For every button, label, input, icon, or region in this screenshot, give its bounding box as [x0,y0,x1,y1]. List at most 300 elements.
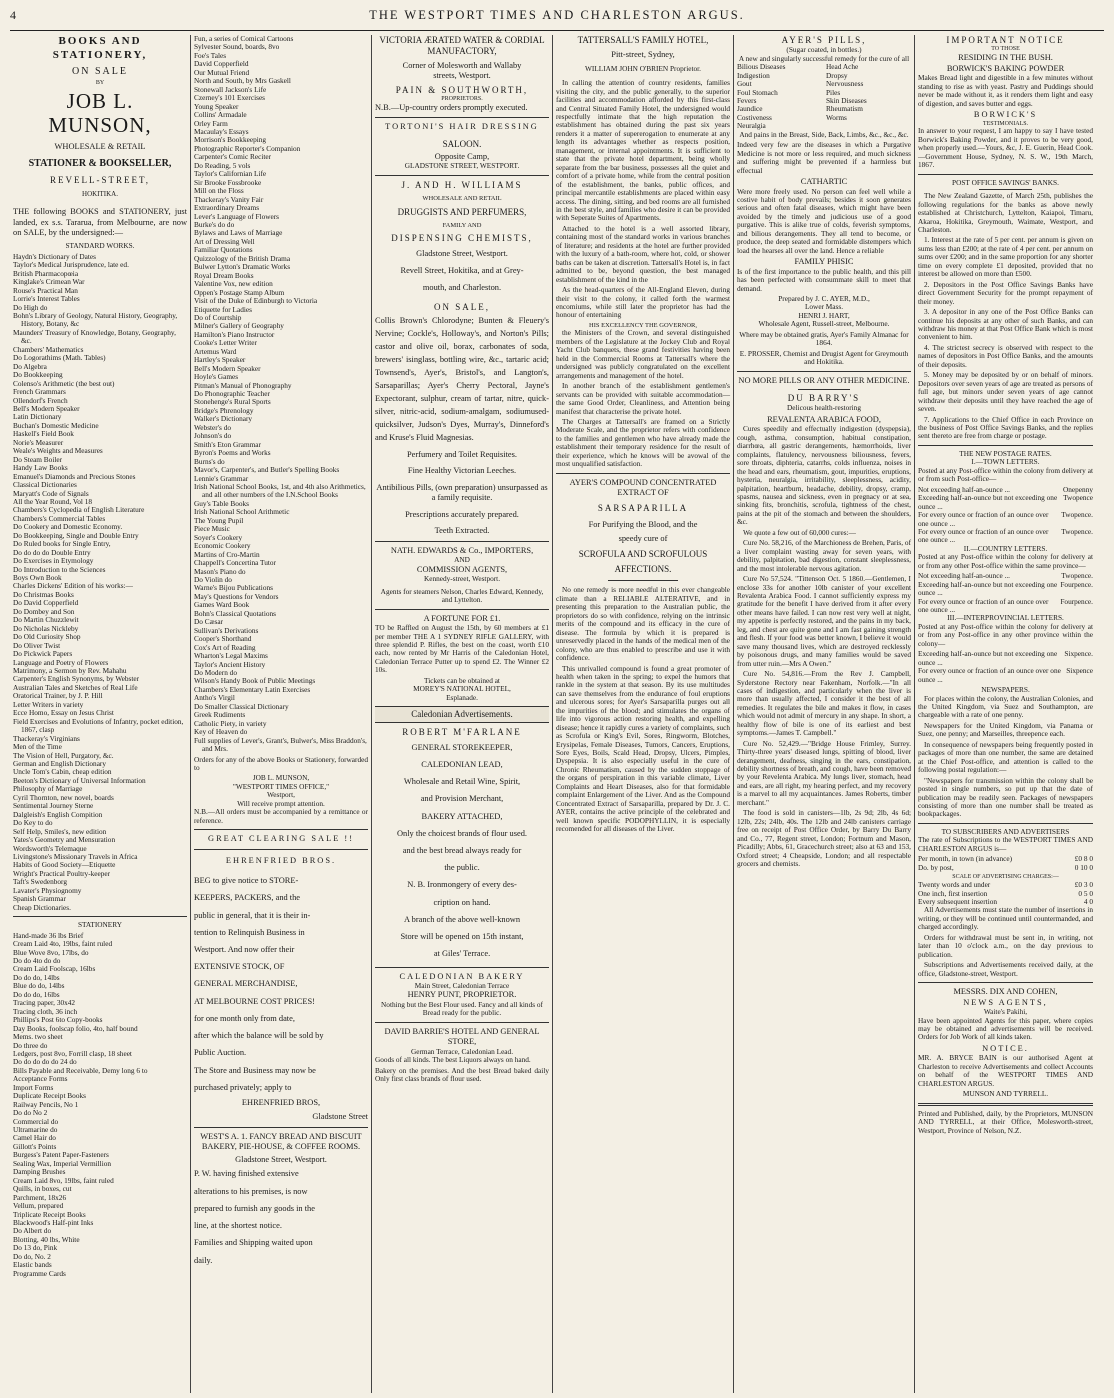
barrie-body: Goods of all kinds. The best Liquors always on hand. [375,1055,531,1065]
list-item: Rouse's Practical Man [13,285,78,295]
nomore-heading: NO MORE PILLS OR ANY OTHER MEDICINE. [738,375,910,385]
hart: HENRI J. HART, [798,310,850,320]
list-item: Buchan's Domestic Medicine [13,420,99,430]
text-line: Westport. And now offer their [194,945,295,955]
psb-heading: POST OFFICE SAVINGS' BANKS. [952,177,1059,187]
list-item: Chambers's Cyclopedia of English Literature [13,505,145,515]
munson-name: JOB L. MUNSON, [48,88,152,138]
fortune-place: Esplanade. [446,692,478,702]
text-line: after which the balance will be sold by [194,1031,324,1041]
tatt-heading: TATTERSALL'S FAMILY HOTEL, [577,35,709,45]
mfarlane-heading: ROBERT M'FARLANE [402,727,522,738]
list-item: Acceptance Forms [13,1074,68,1084]
bakery-body [194,1165,368,1268]
paragraph: The Charges at Tattersall's are framed on a Strictly Moderate Scale, and the proprietor refers with confidence to the families and gentlemen who have already made the establishment their temporary residence for the result of their experience, which he knows will be avowal of the most unqualified satisfaction. [556,416,730,469]
standard-works-list [13,253,187,912]
newspaper-title: THE WESTPORT TIMES AND CHARLESTON ARGUS. [369,8,745,22]
list-item: Self Help, Smiles's, new edition [13,826,107,836]
subs-rates [918,855,1093,872]
list-item: Latin Dictionary [13,412,62,422]
list-item: Thackeray's Virginians [13,733,80,743]
list-item: Mavor's, Carpenter's, and Butler's Spelling Books [194,465,340,475]
list-item: Do Albert do [13,1226,52,1236]
list-item: Blue do do, 14lbs [13,981,65,991]
rate-label: Exceeding half-an-ounce but not exceeding one ounce ... [918,579,1058,598]
list-item: Oppen's Postage Stamp Album [194,287,285,297]
list-item: Livingstone's Missionary Travels in Africa [13,851,138,861]
list-item: Parchment, 18x26 [13,1192,67,1202]
dix-heading: MESSRS. DIX AND COHEN, [953,987,1058,997]
dubarry-body [737,425,911,868]
rate-value: £0 3 0 [1074,880,1093,890]
list-item: Letter Writers in variety [13,699,84,709]
list-item: Do Oliver Twist [13,640,61,650]
victoria-owners: PAIN & SOUTHWORTH, [395,84,529,95]
list-item: Chambers' Mathematics [13,344,84,354]
list-item: Blue Wove 8vo, 17lbs, do [13,947,89,957]
victoria-addr2: streets, Westport. [433,71,491,80]
column-3 [372,35,553,1393]
testimonials-heading: TESTIMONIALS. [982,120,1029,127]
rate-row [918,598,1093,615]
rate-row [918,650,1093,667]
list-item: Yates's Geometry and Mensuration [13,835,116,845]
williams-trade: WHOLESALE AND RETAIL [422,195,502,203]
important-bush: RESIDING IN THE BUSH. [958,53,1053,63]
ailments-grid [737,63,911,131]
list-item: Do Bookkeeping [13,370,63,380]
by-label: BY [95,80,105,86]
text-line: BAKERY ATTACHED, [421,811,503,821]
pills-sub: (Sugar coated, in bottles.) [786,45,862,55]
text-line: cription on hand. [433,897,491,907]
text-line: and the best bread always ready for [402,845,522,855]
list-item: Bylaws and Laws of Marriage [194,228,283,238]
list-item: Do do do do do 24 do [13,1057,77,1067]
paragraph: This unrivalled compound is found a great promoter of health when taken in the spring; to expel the humors that rankle in the system at that season. By its use multitudes can save themselves from the endurance of foul eruptions and ulcerous sores; for Ayer's Sarsaparilla purges out all the impurities of the blood; and stimulates the organs of life into vigorous action restoring health, and expelling disease; hence it rapidly cures a variety of complaints, such as Scrofula or King's Evil, Sores, Ringworm, Blotches, Erysipelas, Female Diseases, Tumors, Cancers, Eruptions, Sore Eyes, Boils, Scald Head, Dropsy, Ulcers, Pimples, Dyspepsia. It is also especially useful in the cure of Chronic Rheumatism, caused by the sudden stoppage of the organs of perspiration in this variable climate, Liver Complaints and Heart Diseases, also for that formidable complaint Enlargement of the Liver. And as the Compound Concentrated Extract of Sarsaparilla, prepared by Dr. J. C. AYER, contains the active principle of the celebrated and well known specific PODOPHYLLIN, it is especially recomended for all diseases of the Liver. [556,663,730,834]
text-line: Only the choicest brands of flour used. [396,828,527,838]
list-item: Hoyle's Games [194,372,239,382]
text-line: A branch of the above well-known [403,914,521,924]
list-item: Boys Own Book [13,573,62,583]
orders-office: "WESTPORT TIMES OFFICE," [232,781,330,791]
rate-label: Exceeding half-an-ounce but not exceeding one ounce ... [918,649,1058,667]
list-item: Familiar Quotations [194,245,253,255]
text-line: KEEPERS, PACKERS, and the [194,893,301,903]
text-line: line, at the shortest notice. [194,1221,282,1231]
barrie-addr: German Terrace, Caledonian Lead. [410,1046,514,1056]
sale-sign: EHRENFRIED BROS, [241,1097,321,1107]
list-item: Colenso's Arithmetic (the best out) [13,378,115,388]
list-item: Cheap Dictionaries. [13,902,71,912]
where: Where may be obtained gratis, Ayer's Family Almanac for 1864. [739,329,909,348]
bakery-heading: WEST'S A. 1. FANCY BREAD AND BISCUIT BAKERY, PIE-HOUSE, & COFFEE ROOMS. [200,1131,362,1152]
ailments-right [826,63,911,131]
text-line: at Giles' Terrace. [433,949,491,959]
column-2 [191,35,372,1393]
list-item: Gillott's Points [13,1141,57,1151]
list-item: Philosophy of Marriage [13,784,83,794]
list-item: Mill on the Floss [194,186,244,196]
pills-intro: A new and singularly successful remedy for the cure of all [738,53,910,63]
town-letters: I.—TOWN LETTERS. [971,457,1040,467]
rate-value: Fourpence. [1060,579,1093,589]
list-item: Bulwer Lytton's Dramatic Works [194,262,291,272]
list-item: Bills Payable and Receivable, Demy long 6 to [13,1065,148,1075]
list-item: Visit of the Duke of Edinburgh to Victoria [194,296,318,306]
rate-label: For every ounce or fraction of an ounce over one ounce ... [918,666,1061,684]
prescriptions: Prescriptions accurately prepared. [405,509,519,519]
sale-place: Gladstone Street [312,1112,368,1122]
munson-trade1: WHOLESALE & RETAIL [54,142,146,152]
sale-body [194,872,368,1096]
list-item: Do Phonographic Teacher [194,389,270,399]
onsale-body: Collis Brown's Chlorodyne; Bunten & Fleuery's Nervine; Cockle's, Holloway's, and Norton's Pills; castor and olive oil, borax, carbonates of soda, brewers' isinglass, bottling wire, &c., tartaric acid; Townsend's, Ayer's, Bristol's, and Langton's, Sarsaparillas; Ayer's Cherry Pectoral, Jayne's Expectorant, sulphur, cream of tartar, nitre, quick-silver, nitric-acid, sodium-amalgam, sodiumused-quicksilver, Judson's Dyes, Murray's, Dinneford's and Kruse's Fluid Magnesias. [375,315,549,442]
pills-body: Indeed very few are the diseases in which a Purgative Medicine is not more or less required, and much sickness and suffering might be prevented if a harmless but effectual [737,140,911,175]
newspapers-body [918,695,1093,819]
column-4 [553,35,734,1393]
list-item: The Young Pupil [194,515,244,525]
list-item: Do Steam Boiler [13,454,63,464]
list-item: Beeton's Dictionary of Universal Information [13,775,146,785]
list-item: Bohn's Library of Geology, Natural History, Geography, History, Botany, &c [13,310,178,329]
list-item: Taylor's Medical Jurisprudence, late ed. [13,260,129,270]
list-item: May's Questions for Vendors [194,591,279,601]
ayer-comp-aff: AFFECTIONS. [614,564,672,575]
text-line: BEG to give notice to STORE- [194,876,299,886]
dix-body: Have been appointed Agents for this paper, where copies may be obtained and advertisements will be received. Orders for Job Work of all kinds taken. [918,1015,1093,1042]
more-books-list [194,35,368,754]
list-item: Stonehenge's Rural Sports [194,397,271,407]
paragraph: Attached to the hotel is a well assorted library, containing most of the standard works in various branches of literature; and residents at the hotel are further provided with the luxury of a bath-room, where hot, cold, or shower baths can be taken at discretion. Tattersall's Hotel is, in fact admitted to be, beyond question, the best managed establishment of the kind in the [556,223,730,284]
list-item: Railway Pencils, No 1 [13,1099,79,1109]
list-item: Do Algebra [13,361,47,371]
interprov-intro: Posted at any Post-office within the colony for delivery at or from any Post-office in any other province within the colony— [918,621,1093,648]
list-item: Key of Heaven do [194,727,248,737]
list-item: Sylvester Sound, boards, 8vo [194,42,280,52]
rate-value: £0 8 0 [1074,854,1093,864]
list-item: Oratorical Trainer, by J. P. Hill [13,691,103,701]
stationery-heading: STATIONERY [77,920,122,930]
list-item: Do do 4to do do [13,955,61,965]
list-item: Carpenter's English Synonyms, by Webster [13,674,140,684]
text-line: CALEDONIAN LEAD, [421,759,503,769]
text-line: Gladstone Street, Westport. [416,248,508,258]
subs-body: The rate of Subscriptions to the WESTPORT TIMES AND CHARLESTON ARGUS is— [918,835,1093,853]
list-item: North and South, by Mrs Gaskell [194,76,291,86]
text-line: daily. [194,1255,213,1265]
list-item: Cooke's Letter Writer [194,338,257,348]
paragraph: No one remedy is more needful in this ever changeable climate than a RELIABLE ALTERATIVE, and in presenting this preparation to the Australian public, the proprietors do so with confidence, relying on the intrinsic merits of the compound and its efficacy in the cure of disease. The formula by which it is prepared is unreservedly placed in the hands of the medical men of the colony, who are thus enabled to prescribe and use it with confidence. [556,585,730,663]
list-item: Blackwood's Half-pint Inks [13,1218,94,1228]
tatt-gov: HIS EXCELLENCY THE GOVERNOR, [589,321,697,329]
caledonian-band: Caledonian Advertisements. [375,706,549,723]
list-item: Burke's do do [194,219,235,229]
list-item: Burns's do [194,456,225,466]
list-item: Milner's Gallery of Geography [194,321,284,331]
list-item: Wordsworth's Telemaque [13,843,87,853]
nath-addr: Kennedy-street, Westport. [423,574,501,584]
country-letters: II.—COUNTRY LETTERS. [963,543,1048,553]
orders-name: JOB L. MUNSON, [252,773,310,783]
list-item: Cream Laid 8vo, 19lbs, faint ruled [13,1175,114,1185]
list-item: Import Forms [13,1082,54,1092]
list-item: Fun, a series of Comical Cartoons [194,35,294,43]
list-item: Piece Music [194,524,230,534]
prosser: E. PROSSER, Chemist and Drugist Agent for Greymouth and Hokitika. [739,348,909,367]
list-item: Hand-made 36 lbs Brief [13,930,84,940]
list-item: Stonewall Jackson's Life [194,84,267,94]
list-item: Habits of Good Society—Etiquette [13,860,116,870]
text-line: Nervousness [826,79,864,89]
paragraph: In another branch of the establishment gentlemen's servants can be provided with suitable accommodation—the same Good Order, Cleanliness, and Attention being manifest that characterise the private hotel. [556,381,730,416]
paragraph: Orders for withdrawal must be sent in, in writing, not later than 10 o'clock a.m., on the day previous to publication. [918,932,1093,959]
adv-heading: SCALE OF ADVERTISING CHARGES:— [952,874,1059,881]
mfarlane-body [375,739,549,963]
list-item: Do do, No. 2 [13,1251,51,1261]
tortoni-sub: SALOON. [442,138,482,149]
paragraph: 4. The strictest secrecy is observed with respect to the names of depositors in Post Office Banks, and the amounts of their deposits. [918,342,1093,369]
munson-street: REVELL-STREET, [49,175,151,186]
paragraph: 7. Applications to the Chief Office in each Province on the business of Post Office Savings Banks, and the replies sent thereto are free from charge or postage. [918,414,1093,441]
list-item: Do 13 do, Pink [13,1243,58,1253]
teeth: Teeth Extracted. [434,526,490,536]
list-item: French Grammars [13,387,66,397]
rate-label: Do. by post, [918,862,954,872]
list-item: Chappell's Concertina Tutor [194,558,276,568]
rate-row [918,667,1093,684]
tortoni-addr: GLADSTONE STREET, WESTPORT. [404,161,520,171]
text-line: public in general, that it is their in- [194,910,311,920]
text-line: Families and Shipping waited upon [194,1238,313,1248]
list-item: Damping Brushes [13,1167,66,1177]
list-item: Morrison's Bookkeeping [194,135,267,145]
country-intro: Posted at any Post-office within the colony for delivery at or from any other Post-office within the same province— [918,552,1093,570]
books-heading: BOOKS AND STATIONERY, [52,35,148,61]
text-line: N. B. Ironmongery of every des- [407,880,517,890]
important-heading: IMPORTANT NOTICE [946,35,1065,45]
rate-label: Exceeding half-an-ounce but not exceeding one ounce ... [918,493,1058,511]
rate-label: Not exceeding half-an-ounce ... [918,484,1010,494]
rate-label: For every ounce or fraction of an ounce over one ounce ... [918,510,1049,528]
perfumery: Perfumery and Toilet Requisites. [407,449,517,459]
ayer-comp-body [556,586,730,833]
paragraph: 1. Interest at the rate of 5 per cent. per annum is given on sums less than £200; at the rate of 4 per cent. per annum on sums over £200; and in the same proportion for any shorter time on every complete £1 deposited, provided that no interest be allowed on more than £500. [918,235,1093,279]
text-line: purchased privately; apply to [194,1082,292,1092]
list-item: Dalgleish's English Compition [13,809,103,819]
list-item: Men of the Time [13,742,62,752]
munson-trade2: STATIONER & BOOKSELLER, [28,157,172,169]
rate-row [918,494,1093,511]
stationery-list [13,932,187,1279]
text-line: Revell Street, Hokitika, and at Grey- [400,265,524,275]
text-line: alterations to his premises, is now [194,1186,308,1196]
ayer-comp-for: For Purifying the Blood, and the [588,519,698,529]
prepared: Prepared by J. C. AYER, M.D., [778,294,870,304]
pills-heading: AYER'S PILLS, [781,35,867,45]
list-item: Burgess's Patent Paper-Fasteners [13,1150,109,1160]
list-item: Bell's Modern Speaker [13,403,80,413]
rate-value: Twopence [1063,493,1093,503]
cal-bakery-heading: CALEDONIAN BAKERY [399,971,525,981]
list-item: Do Dombey and Son [13,606,75,616]
rate-label: For every ounce or fraction of an ounce over one ounce ... [918,526,1049,545]
ayer-comp-cure: speedy cure of [618,534,668,544]
list-item: Extraordinary Dreams [194,203,260,213]
nath-body: Agents for steamers Nelson, Charles Edward, Kennedy, and Lyttelton. [380,586,544,605]
paragraph: Cure No. 54,816.—From the Rev J. Campbell, Syderstone Rectory near Fakenham, Norfolk.—"In all cases of indigestion, and particularly when the liver is more than usually affected, I consider it the best of all remedies. It regulates the bile and makes it flow, in cases which would not admit of mercury in any shape. In short, a healthy flow of bile is one of its earliest and best symptoms.—James T. Campbell." [737,669,911,738]
text-line: Head Ache [826,62,859,72]
list-item: Do do No 2 [13,1108,48,1118]
list-item: Do do do, 14lbs [13,972,60,982]
list-item: Ollendorf's French [13,395,68,405]
text-line: P. W. having finished extensive [194,1169,299,1179]
leeches: Fine Healthy Victorian Leeches. [407,466,517,476]
hart-addr: Wholesale Agent, Russell-street, Melbourne. [758,319,890,329]
notice-body: MR. A. BRYCE BAIN is our authorised Agent at Charleston to receive Advertisements and collect Accounts on behalf of the WESTPORT TIMES AND CHARLESTON ARGUS. [918,1053,1093,1088]
orders-prompt: Will receive prompt attention. [237,798,325,808]
list-item: Quills, in boxes, cut [13,1184,72,1194]
list-item: Ultramarine do [13,1125,58,1135]
text-line: Public Auction. [194,1048,247,1058]
list-item: Hamilton's Piano Instructor [194,329,275,339]
list-item: British Pharmacopœia [13,268,79,278]
fortune-body: TO be Raffled on August the 15th, by 60 members at £1 per member THE A 1 SYDNEY RIFLE GALLERY, with three splendid P. Rifles, the best on the coast, worth £10 each, now rented by Mr Harris of the Caledonian Hotel, Caledonian Terrace Putter up to spend £2. The Winner £2 10s. [375,623,549,675]
williams-heading: J. AND H. WILLIAMS [401,179,523,190]
rate-value: Fourpence. [1060,596,1093,606]
list-item: Blotting, 40 lbs, White [13,1234,80,1244]
list-item: Antho's Virgil [194,693,235,703]
list-item: Lennie's Grammar [194,473,249,483]
tatt-addr: Pitt-street, Sydney, [611,50,675,60]
list-item: Do three do [13,1040,48,1050]
paragraph: "Newspapers for transmission within the colony shall be posted in single numbers, so put up that the date of publication may be readily seen. Packages of newspapers consisting of more than one number shall be treated as bookpackages. [918,775,1093,819]
rates-interprov [918,650,1093,684]
list-item: Do Violin do [194,575,232,584]
page-number: 4 [10,8,18,22]
list-item: Our Mutual Friend [194,67,250,77]
list-item: Valentine Vox, new edition [194,279,273,289]
list-item: Walker's Dictionary [194,414,253,424]
paragraph: 3. A depositor in any one of the Post Office Banks can continue his deposits at any other of such Banks, and can withdraw his money at that Post Office Bank which is most convenient to him. [918,307,1093,342]
list-item: Games Ward Book [194,600,250,610]
interprov: III.—INTERPROVINCIAL LETTERS. [947,613,1064,623]
text-line: Gout [737,79,752,89]
text-line: for one month only from date, [194,1013,295,1023]
list-item: Handy Law Books [13,463,68,473]
list-item: Chambers's Commercial Tables [13,513,106,523]
rate-label: For every ounce or fraction of an ounce over one ounce ... [918,596,1049,615]
dubarry-sub: Delicous health-restoring [787,403,861,413]
list-item: Photographic Reporter's Companion [194,143,301,153]
paragraph: Cure No. 52,429.—"Bridge House Frimley, Surrey. Thirty-three years' diseased lungs, spitting of blood, liver derangement, deafness, singing in the ears, constipation, debility shortness of breath, and cough, have been removed by your Revelenta Arabica. My lungs liver, stomach, head and ears, are all right, my hearing perfect, and my recovery is a marvel to all my acquaintances. James Roberts, timber merchant." [737,738,911,807]
tortoni-opp: Opposite Camp, [434,151,490,161]
masthead [10,8,1104,31]
column-1 [10,35,191,1393]
text-line: Rheumatism [826,104,863,114]
list-item: Cyril Thornton, new novel, boards [13,792,114,802]
list-item: Uncle Tom's Cabin, cheap edition [13,767,112,777]
nath-and: AND [454,555,470,565]
ailments-left [737,63,822,131]
rate-label: Not exceeding half-an-ounce ... [918,571,1010,581]
orders-nb: N.B.—All orders must be accompanied by a remittance or reference. [194,807,368,825]
list-item: Do Bookkeeping, Single and Double Entry [13,530,139,540]
list-item: Phillips's Post 6to Copy-books [13,1015,103,1025]
text-line: Neuralgia [737,121,766,131]
munson-intro: THE following BOOKS and STATIONERY, just landed, ex s.s. Tararua, from Melbourne, are now on SALE, by the undersigned:— [13,206,187,238]
list-item: Art of Dressing Well [194,236,255,246]
list-item: Do Introduction to the Sciences [13,564,106,574]
rate-row [918,581,1093,598]
tortoni-heading: TORTONI'S HAIR DRESSING [385,122,539,132]
list-item: Wharton's Legal Maxims [194,651,268,661]
list-item: Johnson's do [194,431,232,441]
paragraph: the Ministers of the Crown, and several distinguished members of the Legislature at the Jockey Club and Royal Yacht Club banquets, these grand festivities having been held in the Commercial Rooms at Tattersall's where the undersigned was publicly congratulated on the excellent arrangements and management of the hotel. [556,328,730,380]
list-item: Etiquette for Ladies [194,304,252,314]
testimonials-body: In answer to your request, I am happy to say I have tested Borwick's Baking Powder, and it proves to be very good, when properly used.—Yours, &c, J. E. Guerin, Head Cook.—Government House, Sydney, N. S. W., 19th March, 1867. [918,126,1093,170]
list-item: Weale's Weights and Measures [13,446,103,456]
text-line: Piles [826,87,841,97]
list-item: Mems. two sheet [13,1032,63,1042]
rate-value: 0 5 0 [1078,888,1093,898]
rate-value: Twopence. [1061,571,1093,581]
list-item: Do Exercises in Etymology [13,556,94,566]
list-item: Do Pickwick Papers [13,649,73,659]
paragraph: 5. Money may be deposited by or on behalf of minors. Depositors over seven years of age are treated as persons of full age, but minors under seven years of age cannot withdraw their deposits until they have reached the age of seven. [918,370,1093,414]
rate-row [918,864,1093,872]
prepared-town: Lower Mass. [804,302,844,312]
list-item: Sentimental Journey Sterne [13,801,94,811]
on-sale-label: ON SALE [72,65,128,77]
list-item: Triplicate Receipt Books [13,1209,86,1219]
nath-comm: COMMISSION AGENTS, [416,564,508,574]
list-item: Duplicate Receipt Books [13,1091,86,1101]
paragraph: Cures speedily and effectually indigestion (dyspepsia), cough, asthma, consumption, habitual constipation, diarrhœa, all gastric derangements, hæmorrhoids, liver complaints, flatulency, nervousness biliousness, fevers, sore throats, diphteria, catarrhs, colds influenza, noises in the head and ears, rheumatism, gout, impurities, eruptions, hysteria, neuralgia, irritability, sleeplessness, acidity, palpitation, heartburn, headache, debility, dropsy, cramp, spasms, nausea and sickness, even in pregnacy or at sea, sinking fits, bronchitis, scrofula, tightness of the chest, pains at the pit of the stomach and between the shoulders, &c. [737,424,911,527]
ayer-comp-scrof: SCROFULA AND SCROFULOUS [578,548,708,559]
victoria-addr1: Corner of Molesworth and Wallaby [402,60,522,70]
notice-sign: MUNSON AND TYRRELL. [962,1089,1049,1099]
revalenta: REVALENTA ARABICA FOOD, [767,414,881,424]
victoria-heading: VICTORIA ÆRATED WATER & CORDIAL MANUFACTORY, [379,35,545,57]
list-item: Commercial do [13,1116,59,1126]
list-item: Greek Rudiments [194,710,246,720]
rate-value: Sixpence. [1064,649,1093,659]
antibilious: Antibilious Pills, (own preparation) unsurpassed as a family requisite. [376,482,548,503]
list-item: Pitman's Manual of Phonography [194,380,292,390]
text-line: Indigestion [737,70,770,80]
list-item: Vellum, prepared [13,1201,64,1211]
list-item: Cooper's Shorthand [194,634,252,644]
column-5 [734,35,915,1393]
subs-heading: TO SUBSCRIBERS AND ADVERTISERS [941,826,1070,836]
cal-bakery-owner: HENRY PUNT, PROPRIETOR. [407,990,517,1000]
text-line: GENERAL STOREKEEPER, [411,742,513,752]
list-item: Classical Dictionaries [13,480,77,490]
list-item: Wilson's Handy Book of Public Meetings [194,676,316,686]
rate-row [918,511,1093,528]
text-line: Foul Stomach [737,87,778,97]
ayer-comp-sars: SARSAPARILLA [597,502,689,513]
text-line: Jaundice [737,104,763,114]
list-item: Do Cookery and Domestic Economy. [13,522,123,532]
list-item: Do Key to do [13,818,53,828]
rate-label: Every subsequent insertion [918,897,998,907]
list-item: Bridge's Phrenology [194,405,254,415]
list-item: Mason's Piano do [194,566,246,576]
list-item: Economic Cookery [194,541,251,551]
important-to: TO THOSE [991,46,1020,53]
